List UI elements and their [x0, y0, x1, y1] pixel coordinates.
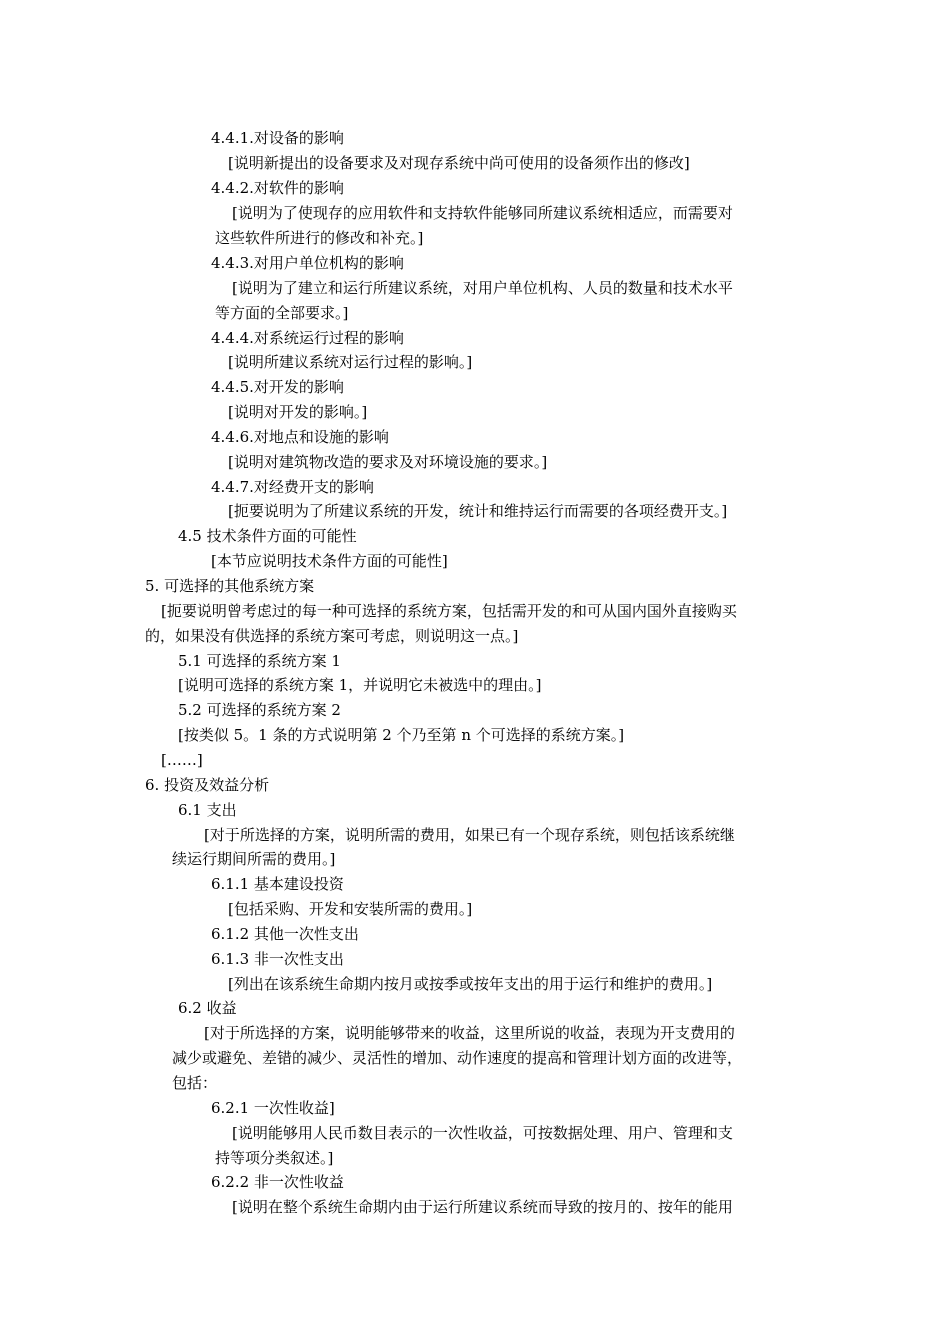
heading-6-1-1: 6.1.1 基本建设投资	[211, 875, 344, 893]
note-6-2-line-3: 包括：	[172, 1074, 218, 1092]
note-5-line-2: 的，如果没有供选择的系统方案可考虑，则说明这一点。]	[145, 627, 519, 645]
note-5-2: [按类似 5。1 条的方式说明第 2 个乃至第 n 个可选择的系统方案。]	[178, 726, 625, 744]
ellipsis-note: [……]	[161, 751, 203, 769]
heading-6-2: 6.2 收益	[178, 999, 237, 1017]
note-4-4-2-line-2: 这些软件所进行的修改和补充。]	[215, 229, 424, 247]
note-4-5: [本节应说明技术条件方面的可能性]	[211, 552, 448, 570]
heading-4-4-4: 4.4.4.对系统运行过程的影响	[211, 329, 404, 347]
heading-5-2: 5.2 可选择的系统方案 2	[178, 701, 341, 719]
note-6-2-1-line-2: 持等项分类叙述。]	[215, 1149, 334, 1167]
note-5-1: [说明可选择的系统方案 1，并说明它未被选中的理由。]	[178, 676, 542, 694]
heading-4-4-1: 4.4.1.对设备的影响	[211, 129, 344, 147]
note-4-4-3-line-1: [说明为了建立和运行所建议系统，对用户单位机构、人员的数量和技术水平	[232, 279, 733, 297]
heading-6: 6. 投资及效益分析	[145, 776, 270, 794]
note-6-2-line-2: 减少或避免、差错的减少、灵活性的增加、动作速度的提高和管理计划方面的改进等，	[172, 1049, 743, 1067]
note-4-4-1: [说明新提出的设备要求及对现存系统中尚可使用的设备须作出的修改]	[228, 154, 690, 172]
note-4-4-7: [扼要说明为了所建议系统的开发，统计和维持运行而需要的各项经费开支。]	[228, 502, 728, 520]
heading-4-4-7: 4.4.7.对经费开支的影响	[211, 478, 374, 496]
note-5-line-1: [扼要说明曾考虑过的每一种可选择的系统方案，包括需开发的和可从国内国外直接购买	[161, 602, 737, 620]
heading-4-5: 4.5 技术条件方面的可能性	[178, 527, 357, 545]
heading-4-4-2: 4.4.2.对软件的影响	[211, 179, 344, 197]
heading-6-2-2: 6.2.2 非一次性收益	[211, 1173, 344, 1191]
heading-6-1-3: 6.1.3 非一次性支出	[211, 950, 344, 968]
note-4-4-3-line-2: 等方面的全部要求。]	[215, 304, 349, 322]
heading-5-1: 5.1 可选择的系统方案 1	[178, 652, 341, 670]
note-6-2-2-line-1: [说明在整个系统生命期内由于运行所建议系统而导致的按月的、按年的能用	[232, 1198, 733, 1216]
note-6-1-1: [包括采购、开发和安装所需的费用。]	[228, 900, 473, 918]
heading-6-1-2: 6.1.2 其他一次性支出	[211, 925, 359, 943]
note-6-1-3: [列出在该系统生命期内按月或按季或按年支出的用于运行和维护的费用。]	[228, 975, 713, 993]
note-6-1-line-1: [对于所选择的方案，说明所需的费用，如果已有一个现存系统，则包括该系统继	[204, 826, 735, 844]
note-6-1-line-2: 续运行期间所需的费用。]	[172, 850, 336, 868]
heading-4-4-5: 4.4.5.对开发的影响	[211, 378, 344, 396]
heading-5: 5. 可选择的其他系统方案	[145, 577, 315, 595]
note-6-2-1-line-1: [说明能够用人民币数目表示的一次性收益，可按数据处理、用户、管理和支	[232, 1124, 733, 1142]
note-4-4-2-line-1: [说明为了使现存的应用软件和支持软件能够同所建议系统相适应，而需要对	[232, 204, 733, 222]
heading-4-4-6: 4.4.6.对地点和设施的影响	[211, 428, 389, 446]
heading-6-1: 6.1 支出	[178, 801, 237, 819]
heading-6-2-1: 6.2.1 一次性收益]	[211, 1099, 335, 1117]
note-6-2-line-1: [对于所选择的方案，说明能够带来的收益，这里所说的收益，表现为开支费用的	[204, 1024, 735, 1042]
heading-4-4-3: 4.4.3.对用户单位机构的影响	[211, 254, 404, 272]
note-4-4-6: [说明对建筑物改造的要求及对环境设施的要求。]	[228, 453, 548, 471]
note-4-4-5: [说明对开发的影响。]	[228, 403, 368, 421]
note-4-4-4: [说明所建议系统对运行过程的影响。]	[228, 353, 473, 371]
